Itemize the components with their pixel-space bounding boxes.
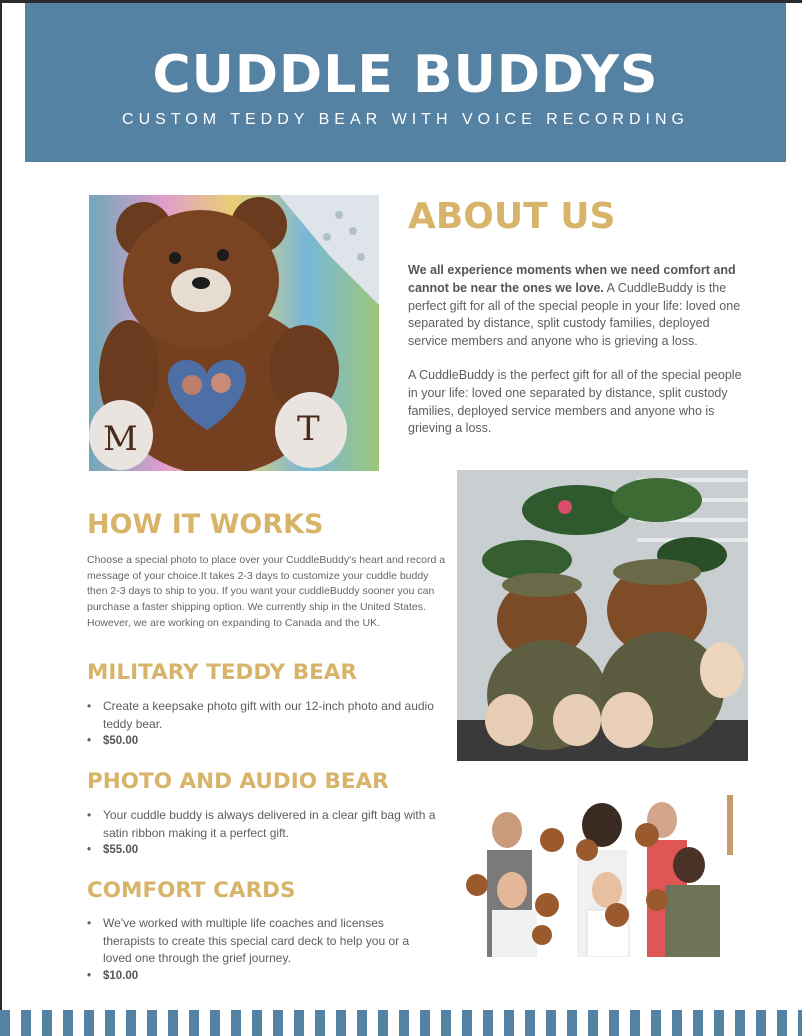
bear-foot-letter-right: T <box>297 409 320 449</box>
military-bears-photo <box>457 470 748 761</box>
about-paragraph-1-bold: We all experience moments when we need comfort and cannot be near the ones we love. <box>408 263 736 295</box>
about-paragraph-2: A CuddleBuddy is the perfect gift for all of the special people in your life: loved one separated by distance, split custody families, deployed service members and anyone who is grieving a loss. <box>408 368 742 436</box>
how-it-works-heading: HOW IT WORKS <box>87 509 324 540</box>
how-it-works-text: Choose a special photo to place over your CuddleBuddy's heart and record a message of your choice.It takes 2-3 days to customize your cuddle buddy then 2-3 days to ship to you. If you want your cuddleBuddy sooner you can purchase a faster shipping option. We currently ship in the United States. However, we are working on expanding to Canada and the UK. <box>87 554 446 629</box>
brand-title: CUDDLE BUDDYS <box>152 45 659 105</box>
product-list-military <box>87 698 437 751</box>
teddy-bear-photo <box>89 195 379 471</box>
product-description: • We've worked with multiple life coaches and licenses therapists to create this special card deck to help you or a loved one through the grief journey. <box>87 915 437 968</box>
product-description: • Your cuddle buddy is always delivered in a clear gift bag with a satin ribbon making it a perfect gift. <box>87 807 437 842</box>
about-paragraph-1 <box>408 262 748 351</box>
product-price: • $10.00 <box>87 968 437 986</box>
people-with-bears-photo <box>457 795 748 957</box>
product-title-photo-audio: PHOTO AND AUDIO BEAR <box>87 769 389 794</box>
brand-tagline: CUSTOM TEDDY BEAR WITH VOICE RECORDING <box>122 111 689 128</box>
about-paragraph-1-text: A CuddleBuddy is the perfect gift for all of the special people in your life: loved one separated by distance, split custody families, deployed service members and anyone who is grieving a loss. <box>408 280 741 349</box>
bear-foot-letter-left: M <box>103 419 138 459</box>
hero-banner <box>25 3 786 162</box>
product-list-comfort-cards <box>87 915 437 985</box>
product-title-comfort-cards: COMFORT CARDS <box>87 878 296 903</box>
page-left-border <box>0 0 2 1036</box>
product-list-photo-audio <box>87 807 437 860</box>
product-description: • Create a keepsake photo gift with our 12-inch photo and audio teddy bear. <box>87 698 437 733</box>
about-us-heading: ABOUT US <box>408 196 616 237</box>
product-price: • $55.00 <box>87 842 437 860</box>
product-price: • $50.00 <box>87 733 437 751</box>
footer-stripe-border <box>0 1010 802 1036</box>
product-title-military: MILITARY TEDDY BEAR <box>87 660 357 685</box>
